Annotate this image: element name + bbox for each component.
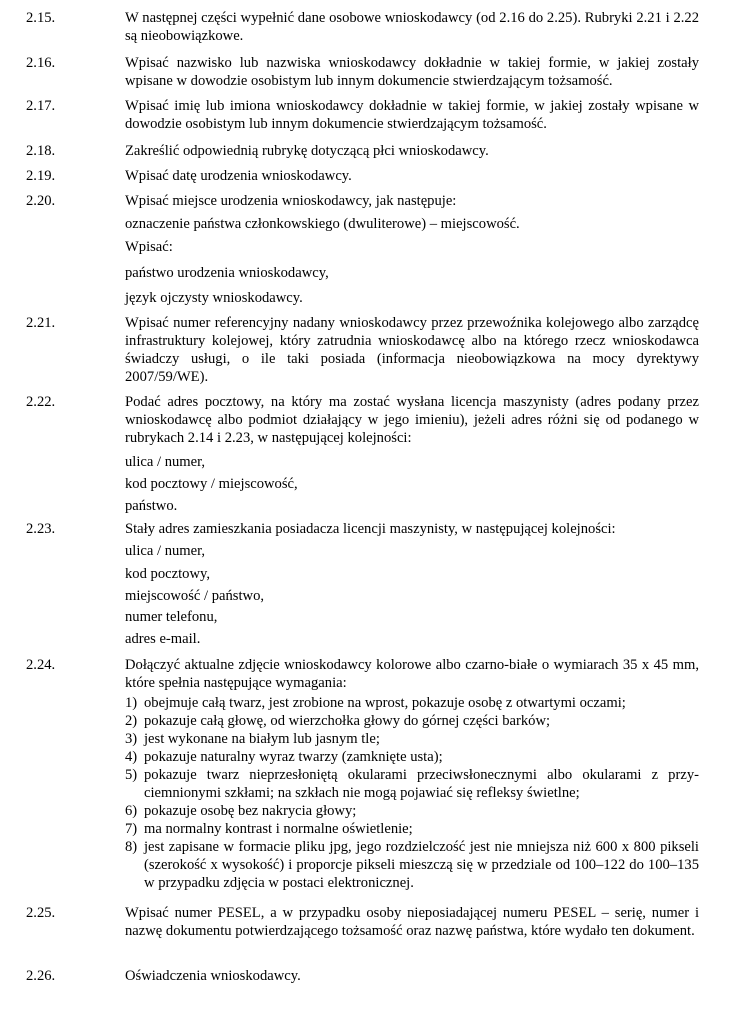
entry-text: Wpisać miejsce urodzenia wnioskodawcy, jak następuje: — [125, 193, 457, 209]
entry-number: 2.26. — [26, 968, 56, 984]
entry-text: Wpisać: — [125, 239, 173, 255]
list-marker: 1) — [125, 695, 138, 711]
entry-text: Stały adres zamieszkania posiadacza licencji maszynisty, w następującej kolejności: — [125, 521, 616, 537]
list-item — [125, 838, 699, 892]
entry-number: 2.20. — [26, 193, 56, 209]
entry-number: 2.15. — [26, 10, 56, 26]
list-item — [125, 712, 699, 730]
entry-number: 2.16. — [26, 55, 56, 71]
entry-text: język ojczysty wnioskodawcy. — [125, 290, 303, 306]
entry-text: adres e-mail. — [125, 631, 201, 647]
list-marker: 4) — [125, 749, 138, 765]
list-item — [125, 820, 699, 838]
entry-number: 2.22. — [26, 394, 56, 410]
list-item-text: pokazuje naturalny wyraz twarzy (zamknięte usta); — [144, 749, 443, 765]
entry-text: Wpisać datę urodzenia wnioskodawcy. — [125, 168, 352, 184]
entry-text: Zakreślić odpowiednią rubrykę dotyczącą płci wnioskodawcy. — [125, 143, 489, 159]
entry-number: 2.24. — [26, 657, 56, 673]
list-item — [125, 748, 699, 766]
list-item-text: ma normalny kontrast i normalne oświetlenie; — [144, 821, 413, 837]
list-item — [125, 694, 699, 712]
entry-text: Wpisać numer PESEL, a w przypadku osoby nieposiadającej numeru PESEL – serię, numer i nazwę dokumentu potwierdzającego tożsamość oraz nazwę państwa, które wydało ten dokument. — [125, 905, 699, 939]
requirements-list — [125, 694, 699, 892]
list-item-text: jest zapisane w formacie pliku jpg, jego rozdzielczość jest nie mniejsza niż 600 x 800 pikseli (szerokość x wysokość) i proporcje pikseli mieszczą się w przedziale od 100–122 do 100–135 w przypadku zdjęcia w postaci elektronicznej. — [144, 839, 699, 891]
entry-number: 2.18. — [26, 143, 56, 159]
list-marker: 8) — [125, 839, 138, 855]
entry-text: państwo urodzenia wnioskodawcy, — [125, 265, 329, 281]
list-item-text: pokazuje twarz nieprzesłoniętą okularami przeciwsłonecznymi albo okularami z przyciemnionymi szkłami; na szkłach nie mogą pojawiać się refleksy świetlne; — [144, 767, 699, 801]
list-item-text: obejmuje całą twarz, jest zrobione na wprost, pokazuje osobę z otwartymi oczami; — [144, 695, 626, 711]
entry-text: Oświadczenia wnioskodawcy. — [125, 968, 301, 984]
entry-text: kod pocztowy / miejscowość, — [125, 476, 298, 492]
entry-text: Dołączyć aktualne zdjęcie wnioskodawcy kolorowe albo czarno-białe o wymiarach 35 x 45 mm, które spełnia następujące wymagania: — [125, 657, 699, 691]
list-item-text: pokazuje osobę bez nakrycia głowy; — [144, 803, 357, 819]
list-item-text: pokazuje całą głowę, od wierzchołka głowy do górnej części barków; — [144, 713, 551, 729]
entry-text: numer telefonu, — [125, 609, 218, 625]
entry-text: W następnej części wypełnić dane osobowe wnioskodawcy (od 2.16 do 2.25). Rubryki 2.21 i 2.22 są nieobowiązkowe. — [125, 10, 699, 44]
list-marker: 6) — [125, 803, 138, 819]
list-item — [125, 730, 699, 748]
entry-text: kod pocztowy, — [125, 566, 210, 582]
entry-text: państwo. — [125, 498, 178, 514]
entry-text: Wpisać nazwisko lub nazwiska wnioskodawcy dokładnie w takiej formie, w jakiej zostały wpisane w dowodzie osobistym lub innym dokumencie stwierdzającym tożsamość. — [125, 55, 699, 89]
list-item — [125, 766, 699, 802]
entry-text: Wpisać imię lub imiona wnioskodawcy dokładnie w takiej formie, w jakiej zostały wpisane w dowodzie osobistym lub innym dokumencie stwierdzającym tożsamość. — [125, 98, 699, 132]
entry-text: Wpisać numer referencyjny nadany wnioskodawcy przez przewoźnika kolejowego albo zarządcę infrastruktury kolejowej, który zatrudnia wnioskodawcę albo na którego rzecz wnioskodawca świadczy usługi, o ile taki posiada (informacja nieobowiązkowa na mocy dyrektywy 2007/59/WE). — [125, 315, 699, 385]
list-marker: 2) — [125, 713, 138, 729]
entry-number: 2.19. — [26, 168, 56, 184]
entry-text: miejscowość / państwo, — [125, 588, 265, 604]
list-marker: 5) — [125, 767, 138, 783]
entry-text: oznaczenie państwa członkowskiego (dwuliterowe) – miejscowość. — [125, 216, 520, 232]
entry-text: ulica / numer, — [125, 543, 206, 559]
entry-text: Podać adres pocztowy, na który ma zostać wysłana licencja maszynisty (adres podany przez wnioskodawcę albo podmiot działający w jego imieniu), jeżeli adres różni się od podanego w rubrykach 2.14 i 2.23, w następującej kolejności: — [125, 394, 699, 446]
entry-number: 2.21. — [26, 315, 56, 331]
list-marker: 3) — [125, 731, 138, 747]
entry-number: 2.17. — [26, 98, 56, 114]
list-marker: 7) — [125, 821, 138, 837]
entry-number: 2.25. — [26, 905, 56, 921]
entry-number: 2.23. — [26, 521, 56, 537]
list-item — [125, 802, 699, 820]
list-item-text: jest wykonane na białym lub jasnym tle; — [144, 731, 380, 747]
entry-text: ulica / numer, — [125, 454, 206, 470]
